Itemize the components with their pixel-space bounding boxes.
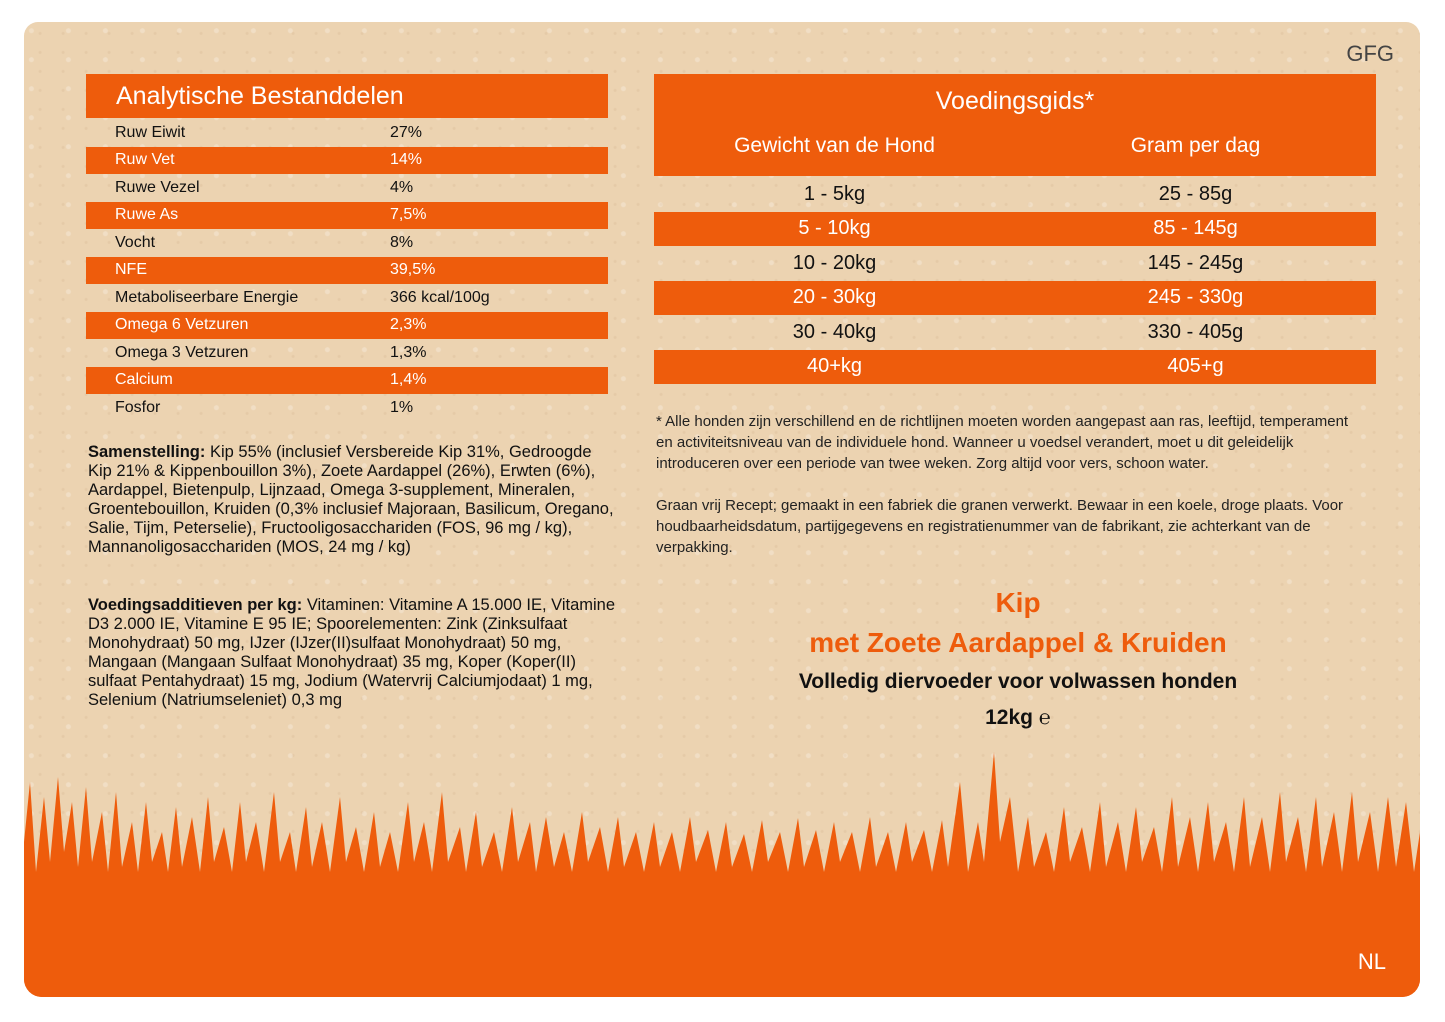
- analytics-value: 366 kcal/100g: [390, 288, 490, 306]
- feeding-disclaimer: * Alle honden zijn verschillend en de richtlijnen moeten worden aangepast aan ras, leeftijd, temperament en activiteitsniveau van de individuele hond. Wanneer u voedsel verandert, moet u dit geleidelijk introduceren over een periode van twee weken. Zorg altijd voor vers, schoon water.: [656, 413, 1349, 472]
- composition-label: Samenstelling:: [88, 443, 206, 461]
- storage-note: Graan vrij Recept; gemaakt in een fabriek die granen verwerkt. Bewaar in een koele, droge plaats. Voor houdbaarheidsdatum, partijgegevens en registratienummer van de fabrikant, zie achterkant van de verpakking.: [656, 497, 1344, 556]
- analytics-value: 14%: [390, 151, 423, 169]
- analytics-label: Fosfor: [115, 398, 161, 416]
- weight-cell: 20 - 30kg: [792, 286, 877, 309]
- weight-cell: 30 - 40kg: [792, 320, 877, 343]
- additives-label: Voedingsadditieven per kg:: [88, 596, 303, 614]
- grams-cell: 85 - 145g: [1153, 217, 1238, 240]
- estimated-sign-icon: ℮: [1038, 705, 1051, 729]
- analytics-label: Metaboliseerbare Energie: [115, 288, 299, 306]
- product-weight: 12kg: [985, 706, 1033, 729]
- feeding-guide-row: [654, 177, 1376, 212]
- product-name: Kip: [995, 587, 1041, 618]
- analytics-label: NFE: [115, 261, 147, 279]
- analytics-value: 4%: [390, 178, 414, 196]
- feeding-guide-row: [654, 281, 1376, 316]
- grams-cell: 145 - 245g: [1147, 251, 1244, 274]
- feeding-guide-col-grams: Gram per dag: [1130, 134, 1261, 157]
- weight-cell: 1 - 5kg: [803, 182, 866, 205]
- analytics-value: 1,4%: [390, 371, 427, 389]
- label-card: [24, 22, 1420, 997]
- analytics-row: [86, 229, 608, 257]
- brand-code: GFG: [1346, 41, 1394, 66]
- grass-illustration: [24, 722, 1420, 997]
- feeding-guide-row: [654, 246, 1376, 281]
- analytics-row: [86, 284, 608, 312]
- analytics-value: 7,5%: [390, 206, 427, 224]
- grams-cell: 25 - 85g: [1158, 182, 1233, 205]
- analytics-label: Calcium: [115, 371, 173, 389]
- analytics-row: [86, 367, 608, 395]
- analytics-value: 8%: [390, 233, 414, 251]
- analytics-label: Vocht: [115, 233, 156, 251]
- analytics-title: Analytische Bestanddelen: [86, 74, 608, 118]
- feeding-guide-title: Voedingsgids*: [935, 87, 1095, 115]
- grams-cell: 245 - 330g: [1147, 286, 1244, 309]
- analytics-row: [86, 202, 608, 230]
- product-subtitle: met Zoete Aardappel & Kruiden: [809, 627, 1227, 658]
- analytics-row: [86, 339, 608, 367]
- analytics-value: 39,5%: [390, 261, 436, 279]
- analytics-label: Omega 6 Vetzuren: [115, 316, 249, 334]
- feeding-guide-row: [654, 212, 1376, 247]
- analytics-label: Omega 3 Vetzuren: [115, 343, 249, 361]
- composition-paragraph: [88, 443, 616, 557]
- analytics-table: [86, 119, 608, 422]
- analytics-row: [86, 394, 608, 422]
- analytics-label: Ruwe Vezel: [115, 178, 200, 196]
- analytics-value: 1,3%: [390, 343, 427, 361]
- analytics-row: [86, 174, 608, 202]
- analytics-value: 2,3%: [390, 316, 427, 334]
- feeding-guide-row: [654, 350, 1376, 385]
- analytics-label: Ruw Vet: [115, 151, 175, 169]
- analytics-value: 1%: [390, 398, 414, 416]
- grams-cell: 405+g: [1167, 355, 1224, 378]
- weight-cell: 5 - 10kg: [798, 217, 871, 240]
- weight-cell: 10 - 20kg: [792, 251, 877, 274]
- composition-text: Kip 55% (inclusief Versbereide Kip 31%, Gedroogde Kip 21% & Kippenbouillon 3%), Zoete Aardappel (26%), Erwten (6%), Aardappel, Bietenpulp, Lijnzaad, Omega 3-supplement, Mineralen, Groentebouillon, Kruiden (0,3% inclusief Majoraan, Basilicum, Oregano, Salie, Tijm, Peterselie), Fructooligosacchariden (FOS, 96 mg / kg), Mannanoligosacchariden (MOS, 24 mg / kg): [88, 443, 614, 556]
- product-description: Volledig diervoeder voor volwassen honden: [798, 670, 1238, 693]
- analytics-row: [86, 312, 608, 340]
- analytics-label: Ruw Eiwit: [115, 123, 186, 141]
- analytics-value: 27%: [390, 123, 423, 141]
- weight-cell: 40+kg: [806, 355, 863, 378]
- feeding-guide-col-weight: Gewicht van de Hond: [734, 134, 935, 157]
- analytics-label: Ruwe As: [115, 206, 179, 224]
- analytics-row: [86, 257, 608, 285]
- feeding-guide-table: [654, 177, 1376, 384]
- language-code: NL: [1357, 949, 1386, 974]
- analytics-row: [86, 147, 608, 175]
- additives-paragraph: [88, 596, 616, 710]
- additives-text: Vitaminen: Vitamine A 15.000 IE, Vitamine D3 2.000 IE, Vitamine E 95 IE; Spoorelementen: Zink (Zinksulfaat Monohydraat) 50 mg, IJzer (IJzer(II)sulfaat Monohydraat) 50 mg, Mangaan (Mangaan Sulfaat Monohydraat) 35 mg, Koper (Koper(II) sulfaat Pentahydraat) 15 mg, Jodium (Watervrij Calciumjodaat) 1 mg, Selenium (Natriumseleniet) 0,3 mg: [88, 596, 616, 709]
- grams-cell: 330 - 405g: [1147, 320, 1244, 343]
- analytics-row: [86, 119, 608, 147]
- feeding-guide-row: [654, 315, 1376, 350]
- feeding-guide-header: [654, 74, 1376, 176]
- grass-ground: [24, 872, 1420, 997]
